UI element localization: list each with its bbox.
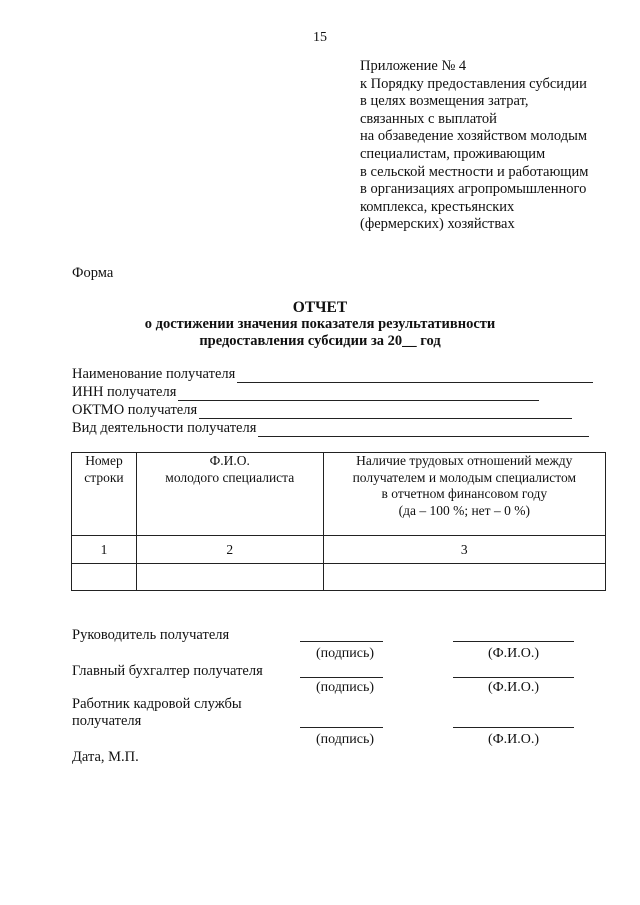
- column-number: 1: [72, 536, 137, 564]
- header-text: Ф.И.О.: [209, 453, 250, 468]
- appendix-line: в организациях агропромышленного: [360, 181, 587, 198]
- header-text: Номер: [85, 453, 123, 468]
- recipient-name-label: Наименование получателя: [72, 366, 236, 382]
- name-caption: (Ф.И.О.): [487, 646, 540, 661]
- report-table: [71, 452, 606, 591]
- title-line-2: о достижении значения показателя результативности: [144, 316, 496, 332]
- appendix-line: (фермерских) хозяйствах: [360, 216, 515, 233]
- signature-caption: (подпись): [315, 732, 375, 747]
- header-text: молодого специалиста: [165, 469, 295, 485]
- head-label: Руководитель получателя: [72, 627, 230, 643]
- header-text: в отчетном финансовом году: [381, 486, 548, 501]
- recipient-name-line[interactable]: [237, 370, 593, 383]
- recipient-name-field[interactable]: [72, 366, 593, 383]
- table-header-row: [72, 453, 606, 536]
- name-caption: (Ф.И.О.): [487, 732, 540, 747]
- appendix-header: [360, 58, 588, 234]
- appendix-line: комплекса, крестьянских: [360, 198, 515, 215]
- appendix-line: в сельской местности и работающим: [360, 163, 589, 180]
- header-text: Наличие трудовых отношений между: [356, 453, 573, 468]
- appendix-line: к Порядку предоставления субсидии: [360, 75, 587, 92]
- inn-field[interactable]: [72, 384, 539, 401]
- table-row[interactable]: [72, 564, 606, 591]
- activity-field[interactable]: [72, 420, 589, 437]
- accountant-label: Главный бухгалтер получателя: [72, 663, 263, 679]
- table-cell[interactable]: [136, 564, 323, 591]
- oktmo-label: ОКТМО получателя: [72, 402, 198, 418]
- appendix-line: на обзаведение хозяйством молодым: [360, 128, 588, 145]
- inn-label: ИНН получателя: [72, 384, 177, 400]
- appendix-line: Приложение № 4: [360, 58, 467, 74]
- title-line-3: предоставления субсидии за 20__ год: [199, 333, 441, 349]
- page-number: 15: [313, 30, 327, 45]
- date-label: Дата, М.П.: [72, 749, 139, 765]
- form-label: Форма: [72, 265, 114, 281]
- appendix-line: в целях возмещения затрат,: [360, 93, 529, 110]
- header-text: строки: [84, 469, 124, 485]
- accountant-name-line[interactable]: [453, 677, 574, 678]
- hr-label: [72, 696, 242, 730]
- oktmo-line[interactable]: [199, 406, 572, 419]
- hr-name-line[interactable]: [453, 727, 574, 728]
- title-line-1: ОТЧЕТ: [292, 299, 348, 316]
- header-full-name: [136, 453, 323, 536]
- hr-label-line: Работник кадровой службы: [72, 696, 242, 712]
- appendix-line: специалистам, проживающим: [360, 145, 546, 162]
- inn-line[interactable]: [178, 388, 539, 401]
- hr-signature-line[interactable]: [300, 727, 383, 728]
- header-row-number: [72, 453, 137, 536]
- head-name-line[interactable]: [453, 641, 574, 642]
- activity-label: Вид деятельности получателя: [72, 420, 257, 436]
- header-text: получателем и молодым специалистом: [352, 469, 576, 485]
- header-employment: [323, 453, 605, 536]
- appendix-line: связанных с выплатой: [360, 110, 497, 127]
- header-text: (да – 100 %; нет – 0 %): [398, 502, 530, 518]
- signature-caption: (подпись): [315, 646, 375, 661]
- column-number: 3: [323, 536, 605, 564]
- signature-caption: (подпись): [315, 680, 375, 695]
- table-cell[interactable]: [323, 564, 605, 591]
- accountant-signature-line[interactable]: [300, 677, 383, 678]
- table-cell[interactable]: [72, 564, 137, 591]
- report-title: [0, 299, 640, 350]
- hr-label-line: получателя: [72, 713, 142, 729]
- activity-line[interactable]: [258, 424, 589, 437]
- column-number: 2: [136, 536, 323, 564]
- oktmo-field[interactable]: [72, 402, 572, 419]
- name-caption: (Ф.И.О.): [487, 680, 540, 695]
- table-number-row: [72, 536, 606, 564]
- head-signature-line[interactable]: [300, 641, 383, 642]
